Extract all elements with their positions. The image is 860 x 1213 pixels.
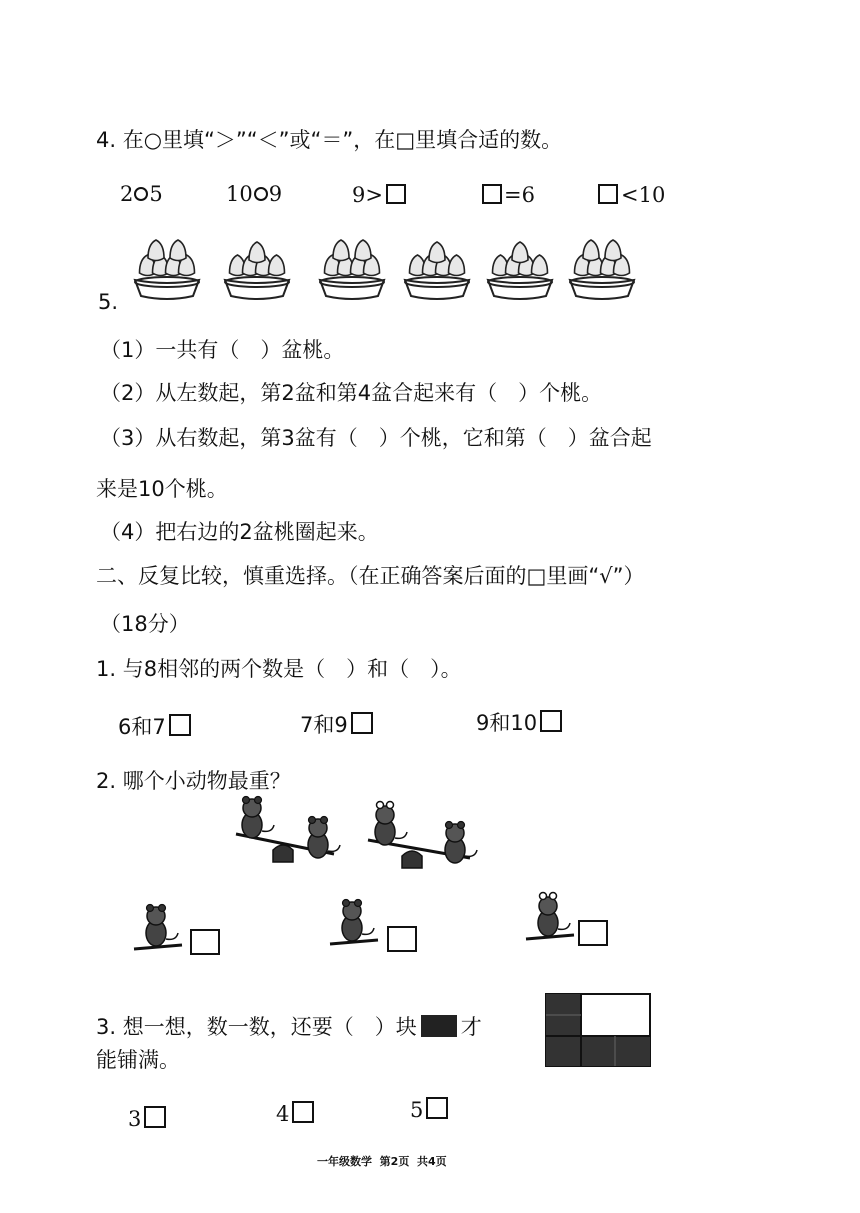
- s2q1-option-1: 6和7: [118, 714, 191, 738]
- q4-item-1: 2 5: [120, 182, 163, 206]
- dog-icon: [308, 817, 340, 859]
- page-footer: 一年级数学 第2页 共4页: [317, 1155, 447, 1168]
- section2-points: （18分）: [100, 612, 190, 636]
- raccoon-icon: [445, 822, 477, 864]
- q5-sub1: （1）一共有（ ）盆桃。: [100, 338, 345, 362]
- q5-sub3-line2: 来是10个桃。: [96, 477, 228, 501]
- s2q3-option-3: 5: [410, 1097, 448, 1121]
- answer-box[interactable]: [190, 929, 220, 955]
- q4-item-2: 10 9: [226, 182, 283, 206]
- s2q3-prompt-line2: 能铺满。: [96, 1048, 180, 1072]
- dog-icon: [146, 905, 178, 947]
- s2q3-option-2: 4: [276, 1101, 314, 1125]
- q4-prompt: 4. 在○里填“＞”“＜”或“＝”，在□里填合适的数。: [96, 128, 563, 152]
- s2q1-option-3: 9和10: [476, 710, 562, 734]
- dark-tile-icon: [421, 1015, 457, 1037]
- frog-icon: [375, 802, 407, 846]
- raccoon-icon: [342, 900, 374, 942]
- answer-box[interactable]: [144, 1106, 166, 1128]
- s2q1-option-2: 7和9: [300, 712, 373, 736]
- q4-item-5: <10: [598, 184, 665, 206]
- answer-box[interactable]: [387, 926, 417, 952]
- s2q2-prompt: 2. 哪个小动物最重？: [96, 769, 291, 793]
- q4-item-4: =6: [482, 184, 535, 206]
- answer-box[interactable]: [578, 920, 608, 946]
- raccoon-icon: [242, 797, 274, 839]
- answer-box[interactable]: [292, 1101, 314, 1123]
- base-line: [330, 940, 378, 944]
- q4-item-3: 9>: [352, 184, 406, 206]
- s2q3-option-1: 3: [128, 1106, 166, 1130]
- frog-icon: [538, 893, 570, 937]
- tile-grid-figure: [545, 993, 651, 1067]
- section2-title: 二、反复比较，慎重选择。（在正确答案后面的□里画“√”）: [96, 564, 645, 588]
- q5-sub2: （2）从左数起，第2盆和第4盆合起来有（ ）个桃。: [100, 381, 603, 405]
- s2q1-prompt: 1. 与8相邻的两个数是（ ）和（ ）。: [96, 657, 462, 681]
- base-line: [526, 935, 574, 939]
- s2q3-prompt-line1: 3. 想一想，数一数，还要（ ）块 才: [96, 1015, 482, 1039]
- base-line: [134, 945, 182, 949]
- q5-sub4: （4）把右边的2盆桃圈起来。: [100, 520, 379, 544]
- q5-number: 5.: [98, 290, 119, 314]
- answer-box[interactable]: [426, 1097, 448, 1119]
- q5-sub3-line1: （3）从右数起，第3盆有（ ）个桃，它和第（ ）盆合起: [100, 426, 652, 450]
